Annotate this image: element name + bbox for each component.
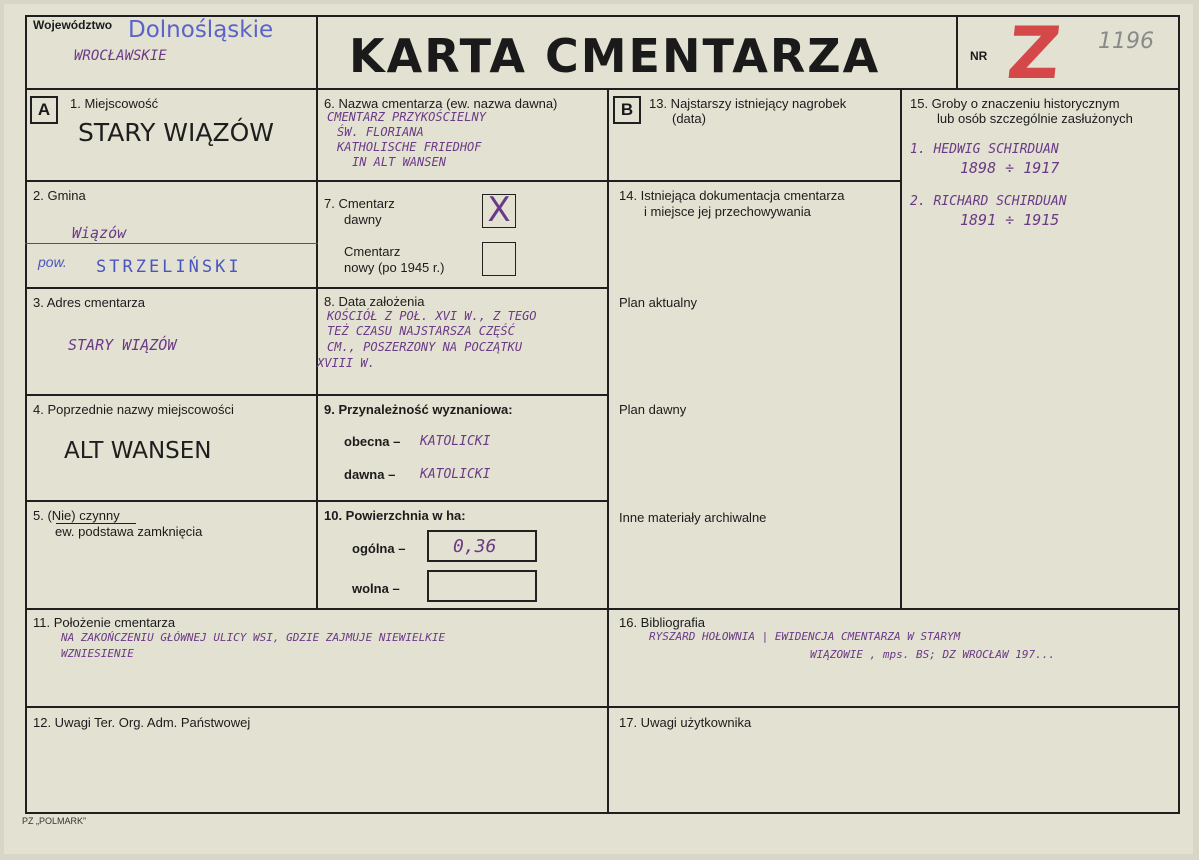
f6-line-3: KATHOLISCHE FRIEDHOF — [337, 140, 482, 154]
f9-former-value: KATOLICKI — [420, 467, 491, 482]
row-line-4 — [25, 500, 609, 502]
cemetery-card — [4, 4, 1193, 854]
f10-total-label: ogólna – — [352, 541, 406, 556]
f11-line-2: WZNIESIENIE — [61, 647, 134, 660]
f2-pow-prefix: pow. — [38, 254, 67, 270]
row-line-1 — [25, 180, 609, 182]
f15-label-a: 15. Groby o znaczeniu historycznym — [910, 96, 1120, 111]
f15-label-b: lub osób szczególnie zasłużonych — [937, 111, 1133, 126]
f7-old-check-mark: X — [487, 190, 511, 230]
f2-gmina-value: Wiązów — [72, 224, 127, 242]
card-title: KARTA CMENTARZA — [349, 29, 881, 83]
f10-free-box — [427, 570, 537, 602]
f10-label: 10. Powierzchnia w ha: — [324, 508, 466, 523]
f7-new-checkbox — [482, 242, 516, 276]
col-line-2 — [607, 88, 609, 812]
row-line-b — [607, 180, 902, 182]
f17-label: 17. Uwagi użytkownika — [619, 715, 752, 730]
f16-line-2: WIĄZOWIE , mps. BS; DZ WROCŁAW 197... — [810, 648, 1056, 661]
f11-label: 11. Położenie cmentarza — [33, 615, 176, 630]
f6-label: 6. Nazwa cmentarza (ew. nazwa dawna) — [324, 96, 558, 111]
other-materials-label: Inne materiały archiwalne — [619, 510, 767, 525]
section-b-box: B — [613, 96, 641, 124]
f8-label: 8. Data założenia — [324, 294, 425, 309]
f10-free-label: wolna – — [352, 581, 400, 596]
f13-label-b: (data) — [672, 111, 706, 126]
plan-former-label: Plan dawny — [619, 402, 687, 417]
f16-line-1: RYSZARD HOŁOWNIA | EWIDENCJA CMENTARZA W STARYM — [649, 630, 961, 643]
f8-line-2: TEŻ CZASU NAJSTARSZA CZĘŚĆ — [327, 324, 515, 338]
col-line-1 — [316, 88, 318, 610]
f14-label-a: 14. Istniejąca dokumentacja cmentarza — [619, 188, 845, 203]
f2-pow-value: STRZELIŃSKI — [96, 257, 242, 277]
f9-current-value: KATOLICKI — [420, 434, 491, 449]
section-a-box: A — [30, 96, 58, 124]
col-line-3 — [900, 88, 902, 610]
f15-grave-2-name: 2. RICHARD SCHIRDUAN — [910, 194, 1067, 209]
nr-letter: Z — [1003, 11, 1065, 95]
f6-line-2: ŚW. FLORIANA — [337, 125, 424, 139]
f15-grave-2-dates: 1891 ÷ 1915 — [960, 211, 1060, 229]
frame-right — [1178, 15, 1180, 814]
f10-total-value: 0,36 — [453, 536, 497, 557]
f1-label: 1. Miejscowość — [70, 96, 159, 111]
f7-old-label-b: dawny — [344, 212, 382, 227]
f4-label: 4. Poprzednie nazwy miejscowości — [33, 402, 234, 417]
f8-line-1: KOŚCIÓŁ Z POŁ. XVI W., Z TEGO — [327, 309, 537, 323]
printer-mark: PZ „POLMARK” — [22, 816, 87, 826]
f11-line-1: NA ZAKOŃCZENIU GŁÓWNEJ ULICY WSI, GDZIE ZAJMUJE NIEWIELKIE — [61, 631, 446, 644]
f5-label-b: ew. podstawa zamknięcia — [55, 524, 203, 539]
nr-label: NR — [970, 49, 988, 63]
f3-value: STARY WIĄZÓW — [68, 336, 177, 354]
f9-label: 9. Przynależność wyznaniowa: — [324, 402, 513, 417]
f16-label: 16. Bibliografia — [619, 615, 705, 630]
voivodeship-label: Województwo — [33, 18, 113, 32]
f12-label: 12. Uwagi Ter. Org. Adm. Państwowej — [33, 715, 251, 730]
f5-label-a: 5. (Nie) czynny — [33, 508, 120, 523]
f6-line-1: CMENTARZ PRZYKOŚCIELNY — [327, 110, 486, 124]
f2-label: 2. Gmina — [33, 188, 86, 203]
f1-value: STARY WIĄZÓW — [78, 118, 275, 147]
f10-total-box — [427, 530, 537, 562]
row-line-2 — [25, 287, 609, 289]
f14-label-b: i miejsce jej przechowywania — [644, 204, 811, 219]
frame-bottom — [25, 812, 1180, 814]
f15-grave-1-dates: 1898 ÷ 1917 — [960, 159, 1060, 177]
f15-grave-1-name: 1. HEDWIG SCHIRDUAN — [910, 142, 1059, 157]
f7-new-label-a: Cmentarz — [344, 244, 401, 259]
f3-label: 3. Adres cmentarza — [33, 295, 145, 310]
row-line-5 — [25, 608, 1180, 610]
header-sep-1 — [316, 15, 318, 90]
f7-old-label-a: 7. Cmentarz — [324, 196, 395, 211]
f13-label-a: 13. Najstarszy istniejący nagrobek — [649, 96, 847, 111]
f7-old-checkbox — [482, 190, 516, 230]
nr-number: 1196 — [1098, 29, 1154, 54]
f9-current-label: obecna – — [344, 434, 401, 449]
f6-line-4: IN ALT WANSEN — [352, 155, 446, 169]
f7-new-label-b: nowy (po 1945 r.) — [344, 260, 445, 275]
frame-left — [25, 15, 27, 814]
f9-former-label: dawna – — [344, 467, 396, 482]
row-line-3 — [25, 394, 609, 396]
f8-line-3: CM., POSZERZONY NA POCZĄTKU — [327, 340, 523, 354]
f4-value: ALT WANSEN — [64, 438, 212, 464]
header-sep-2 — [956, 15, 958, 90]
row-line-6 — [25, 706, 1180, 708]
voivodeship-stamp: Dolnośląskie — [128, 17, 274, 43]
voivodeship-handwritten: WROCŁAWSKIE — [74, 48, 167, 64]
gmina-divider — [25, 243, 318, 244]
plan-current-label: Plan aktualny — [619, 295, 698, 310]
f8-line-4: XVIII W. — [317, 356, 375, 370]
